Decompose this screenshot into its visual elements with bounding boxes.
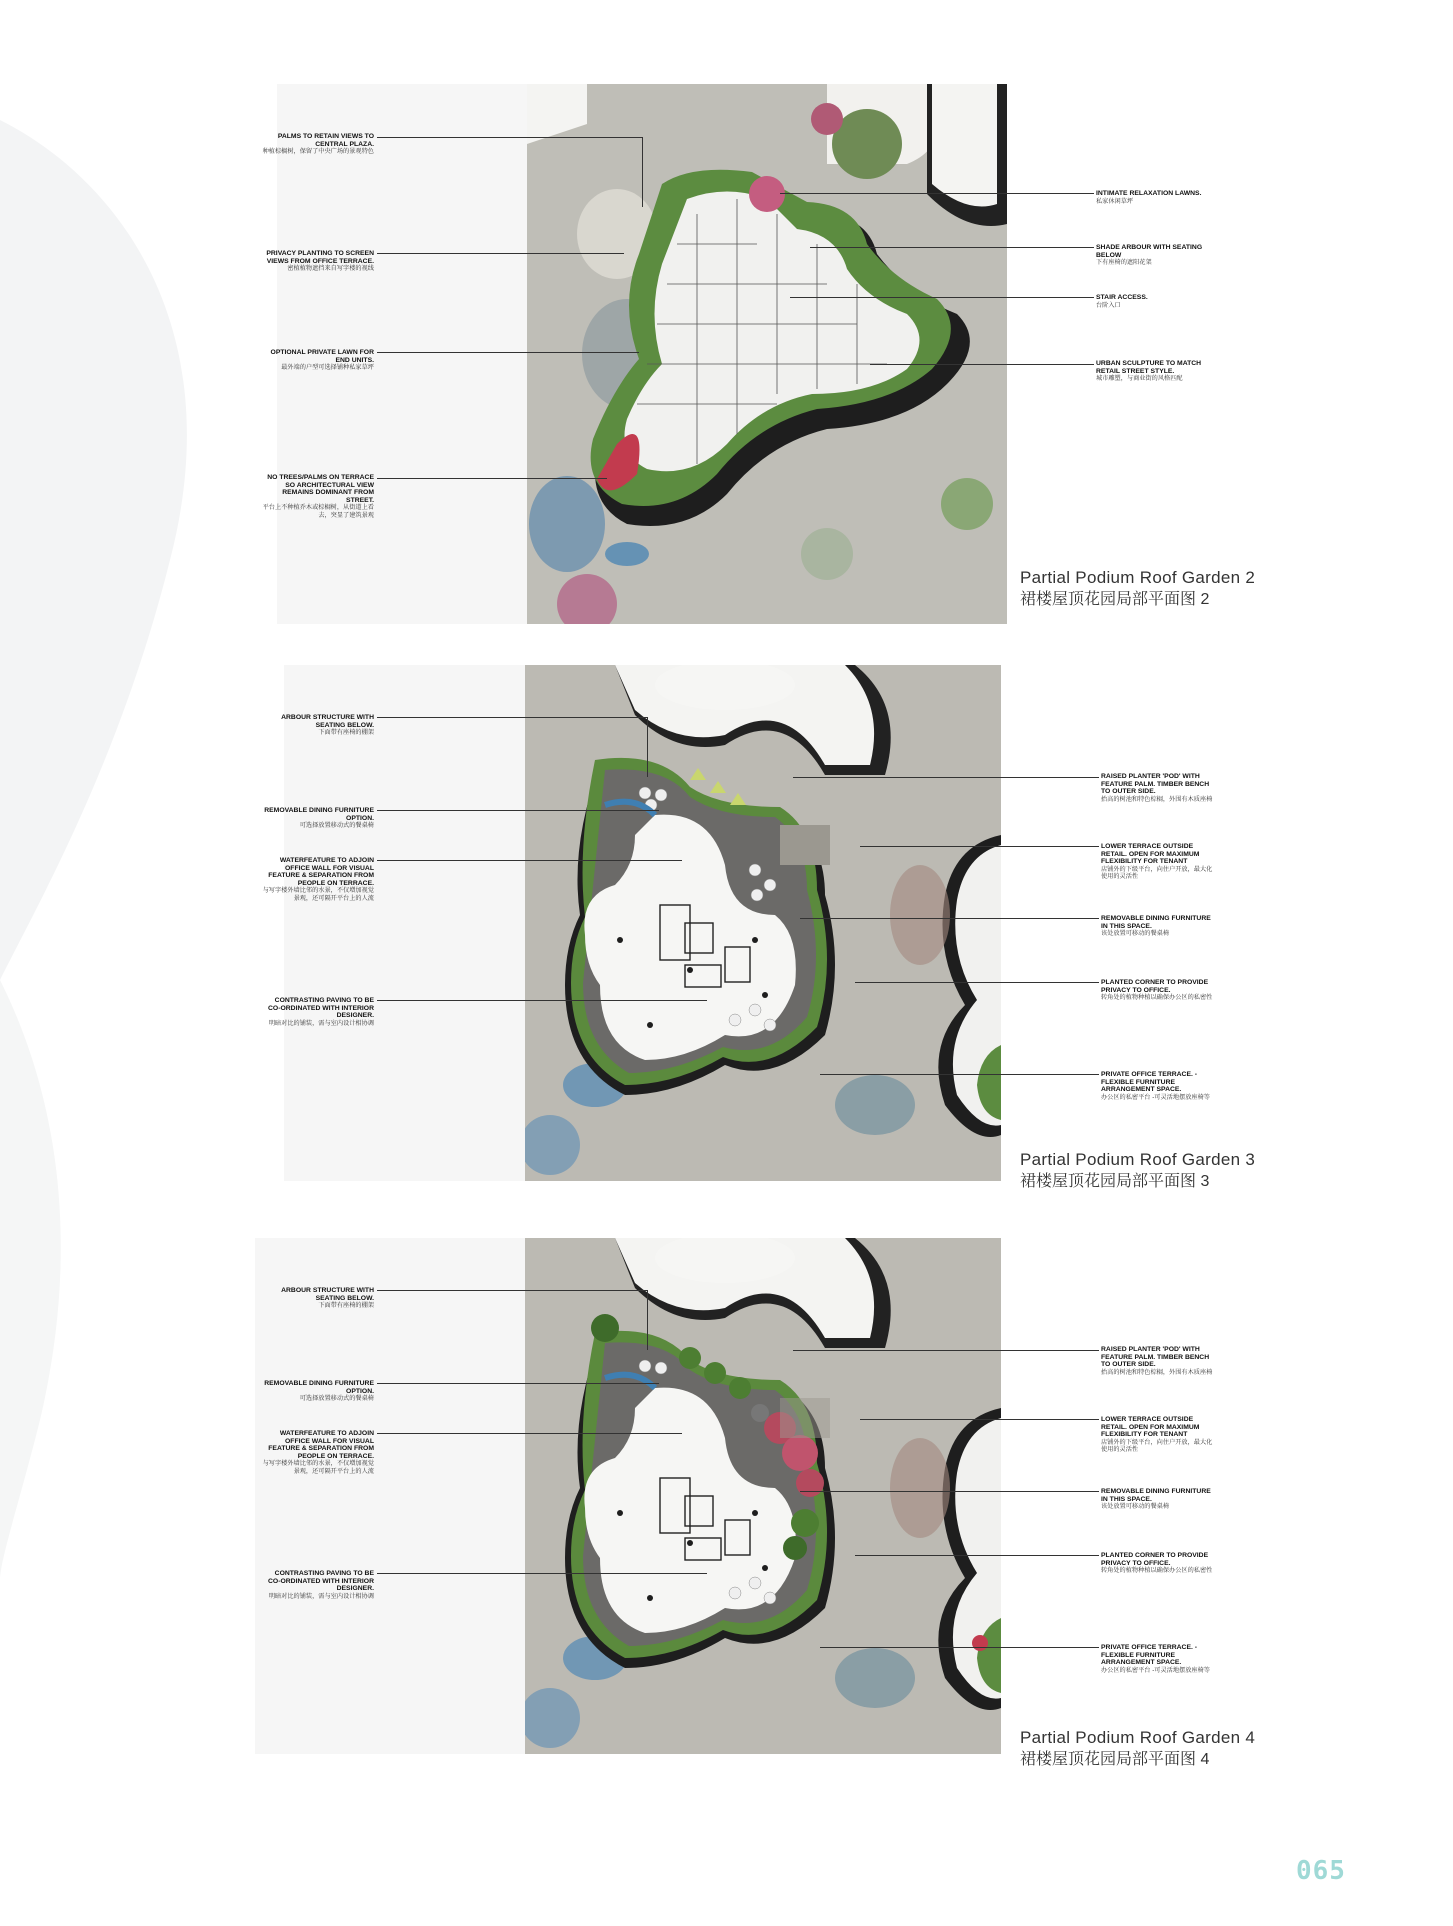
caption-roof-garden-3	[1020, 1148, 1255, 1193]
note-raised-planter-pod: RAISED PLANTER 'POD' WITH FEATURE PALM. TIMBER BENCH TO OUTER SIDE. 抬高的树池和特色棕榈，外围有木质座椅	[1101, 773, 1213, 803]
leader-line	[647, 1290, 648, 1350]
caption-chinese: 裙楼屋顶花园局部平面图 4	[1020, 1751, 1210, 1768]
caption-english: Partial Podium Roof Garden 4	[1020, 1728, 1256, 1747]
note-planted-corner: PLANTED CORNER TO PROVIDE PRIVACY TO OFFICE. 转角处的植物种植以确保办公区的私密性	[1101, 979, 1213, 1002]
leader-line	[855, 982, 1099, 983]
leader-line	[860, 1419, 1099, 1420]
site-plan-image	[527, 84, 1007, 624]
leader-line	[647, 717, 648, 777]
leader-line	[377, 1000, 707, 1001]
leader-line	[377, 717, 647, 718]
note-palms-central-plaza: PALMS TO RETAIN VIEWS TO CENTRAL PLAZA. 种植棕榈树，保留了中央广场的景观特色	[262, 133, 374, 156]
leader-line	[377, 1573, 707, 1574]
caption-chinese: 裙楼屋顶花园局部平面图 3	[1020, 1173, 1210, 1190]
leader-line	[377, 810, 659, 811]
panel-roof-garden-3	[284, 665, 1001, 1181]
leader-line	[820, 1074, 1099, 1075]
leader-line	[377, 1290, 647, 1291]
leader-line	[800, 1491, 1099, 1492]
leader-line	[800, 918, 1099, 919]
note-private-office-terrace: PRIVATE OFFICE TERRACE. - FLEXIBLE FURNITURE ARRANGEMENT SPACE. 办公区的私密平台 -可灵活地摆放座椅等	[1101, 1644, 1210, 1674]
leader-line	[377, 352, 639, 353]
note-arbour-structure: ARBOUR STRUCTURE WITH SEATING BELOW. 下面带有座椅的棚架	[281, 714, 374, 737]
note-waterfeature: WATERFEATURE TO ADJOIN OFFICE WALL FOR VISUAL FEATURE & SEPARATION FROM PEOPLE ON TERRACE. 与写字楼外墙比邻的水景，不仅增加视觉景观，还可隔开平台上的人流	[262, 857, 374, 902]
leader-line	[377, 1383, 659, 1384]
caption-chinese: 裙楼屋顶花园局部平面图 2	[1020, 591, 1210, 608]
note-urban-sculpture: URBAN SCULPTURE TO MATCH RETAIL STREET STYLE. 城市雕塑，与商业街的风格匹配	[1096, 360, 1202, 383]
site-plan-image	[525, 1238, 1001, 1754]
note-removable-dining-space: REMOVABLE DINING FURNITURE IN THIS SPACE. 该处放置可移动的餐桌椅	[1101, 1488, 1211, 1511]
note-optional-private-lawn: OPTIONAL PRIVATE LAWN FOR END UNITS. 最外端的户型可选择铺种私家草坪	[270, 349, 374, 372]
site-plan-image	[525, 665, 1001, 1181]
leader-line	[790, 297, 1094, 298]
page-number: 065	[1296, 1856, 1346, 1886]
caption-english: Partial Podium Roof Garden 3	[1020, 1150, 1256, 1169]
note-intimate-relaxation-lawns: INTIMATE RELAXATION LAWNS. 私家休闲草坪	[1096, 190, 1202, 205]
leader-line	[855, 1555, 1099, 1556]
note-lower-terrace: LOWER TERRACE OUTSIDE RETAIL. OPEN FOR MAXIMUM FLEXIBILITY FOR TENANT 店铺外的下级平台，向住户开放，最大化使用的灵活性	[1101, 843, 1213, 881]
leader-line	[860, 846, 1099, 847]
leader-line	[377, 478, 607, 479]
caption-roof-garden-2	[1020, 566, 1255, 611]
note-privacy-planting: PRIVACY PLANTING TO SCREEN VIEWS FROM OFFICE TERRACE. 密植植物遮挡来自写字楼的视线	[266, 250, 374, 273]
note-shade-arbour: SHADE ARBOUR WITH SEATING BELOW 下有座椅的遮阳花架	[1096, 244, 1203, 267]
leader-line	[377, 860, 682, 861]
note-no-trees-on-terrace: NO TREES/PALMS ON TERRACE SO ARCHITECTURAL VIEW REMAINS DOMINANT FROM STREET. 平台上不种植乔木或棕榈树，从街道上看去，突显了建筑景观	[262, 474, 374, 519]
note-lower-terrace: LOWER TERRACE OUTSIDE RETAIL. OPEN FOR MAXIMUM FLEXIBILITY FOR TENANT 店铺外的下级平台，向住户开放，最大化使用的灵活性	[1101, 1416, 1213, 1454]
leader-line	[377, 137, 642, 138]
note-arbour-structure: ARBOUR STRUCTURE WITH SEATING BELOW. 下面带有座椅的棚架	[281, 1287, 374, 1310]
note-removable-dining-option: REMOVABLE DINING FURNITURE OPTION. 可选择放置移动式的餐桌椅	[264, 807, 374, 830]
leader-line	[780, 193, 1094, 194]
note-planted-corner: PLANTED CORNER TO PROVIDE PRIVACY TO OFFICE. 转角处的植物种植以确保办公区的私密性	[1101, 1552, 1213, 1575]
note-removable-dining-space: REMOVABLE DINING FURNITURE IN THIS SPACE. 该处放置可移动的餐桌椅	[1101, 915, 1211, 938]
note-contrasting-paving: CONTRASTING PAVING TO BE CO-ORDINATED WITH INTERIOR DESIGNER. 明暗对比的铺装，需与室内设计相协调	[268, 1570, 374, 1600]
leader-line	[820, 1647, 1099, 1648]
note-removable-dining-option: REMOVABLE DINING FURNITURE OPTION. 可选择放置移动式的餐桌椅	[264, 1380, 374, 1403]
leader-line	[810, 247, 1094, 248]
note-contrasting-paving: CONTRASTING PAVING TO BE CO-ORDINATED WITH INTERIOR DESIGNER. 明暗对比的铺装，需与室内设计相协调	[268, 997, 374, 1027]
caption-english: Partial Podium Roof Garden 2	[1020, 568, 1256, 587]
note-private-office-terrace: PRIVATE OFFICE TERRACE. - FLEXIBLE FURNITURE ARRANGEMENT SPACE. 办公区的私密平台 -可灵活地摆放座椅等	[1101, 1071, 1210, 1101]
note-waterfeature: WATERFEATURE TO ADJOIN OFFICE WALL FOR VISUAL FEATURE & SEPARATION FROM PEOPLE ON TERRACE. 与写字楼外墙比邻的水景，不仅增加视觉景观，还可隔开平台上的人流	[262, 1430, 374, 1475]
leader-line	[377, 253, 624, 254]
leader-line	[642, 137, 643, 207]
note-raised-planter-pod: RAISED PLANTER 'POD' WITH FEATURE PALM. TIMBER BENCH TO OUTER SIDE. 抬高的树池和特色棕榈，外围有木质座椅	[1101, 1346, 1213, 1376]
leader-line	[377, 1433, 682, 1434]
panel-roof-garden-4	[255, 1238, 1001, 1754]
leader-line	[793, 777, 1099, 778]
caption-roof-garden-4	[1020, 1726, 1255, 1771]
note-stair-access: STAIR ACCESS. 台阶入口	[1096, 294, 1148, 309]
leader-line	[870, 364, 1094, 365]
leader-line	[793, 1350, 1099, 1351]
